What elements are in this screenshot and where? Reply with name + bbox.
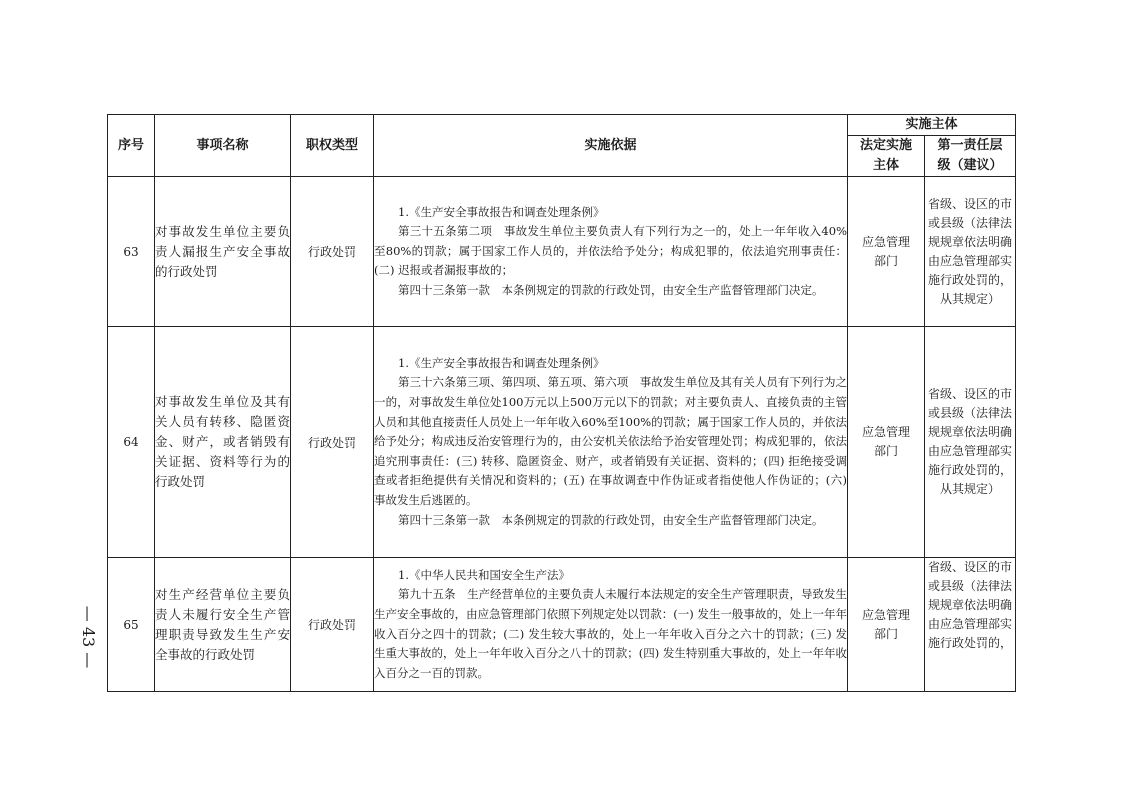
header-type: 职权类型: [291, 115, 374, 177]
table-row: [108, 558, 1016, 692]
header-name: 事项名称: [155, 115, 291, 177]
basis-paragraph: 第四十三条第一款 本条例规定的罚款的行政处罚，由安全生产监督管理部门决定。: [398, 282, 824, 297]
matter-name: 对事故发生单位主要负责人漏报生产安全事故的行政处罚: [155, 177, 291, 327]
header-first-level: [925, 136, 1016, 177]
legal-basis: [374, 327, 848, 558]
table-row: [108, 327, 1016, 558]
basis-paragraph: 1.《中华人民共和国安全生产法》: [398, 567, 570, 582]
row-number: 64: [108, 327, 155, 558]
power-type: 行政处罚: [291, 177, 374, 327]
header-basis: 实施依据: [374, 115, 848, 177]
responsibility-level: 省级、设区的市或县级（法律法规规章依法明确由应急管理部实施行政处罚的，: [925, 558, 1016, 692]
basis-paragraph: 第三十五条第二项 事故发生单位主要负责人有下列行为之一的，处上一年年收入40%至80%的罚款；属于国家工作人员的，并依法给予处分；构成犯罪的，依法追究刑事责任：(二) 迟报或者漏报事故的；: [374, 224, 847, 278]
header-no: 序号: [108, 115, 155, 177]
implementing-subject: [848, 327, 925, 558]
matter-name: 对事故发生单位及其有关人员有转移、隐匿资金、财产，或者销毁有关证据、资料等行为的行政处罚: [155, 327, 291, 558]
matter-name: 对生产经营单位主要负责人未履行安全生产管理职责导致发生生产安全事故的行政处罚: [155, 558, 291, 692]
matters-table: [107, 114, 1016, 692]
implementing-subject: [848, 558, 925, 692]
power-type: 行政处罚: [291, 327, 374, 558]
header-subject: 实施主体: [848, 115, 1016, 136]
row-number: 65: [108, 558, 155, 692]
row-number: 63: [108, 177, 155, 327]
implementing-subject-text: 应急管理部门: [861, 425, 910, 458]
responsibility-level: 省级、设区的市或县级（法律法规规章依法明确由应急管理部实施行政处罚的，从其规定）: [925, 177, 1016, 327]
basis-paragraph: 第九十五条 生产经营单位的主要负责人未履行本法规定的安全生产管理职责，导致发生生产安全事故的，由应急管理部门依照下列规定处以罚款：(一) 发生一般事故的，处上一年年收入百分之四十的罚款；(二) 发生较大事故的，处上一年年收入百分之六十的罚款；(三) 发生重大事故的，处上一年年收入百分之八十的罚款；(四) 发生特别重大事故的，处上一年年收入百分之一百的罚款。: [374, 587, 847, 680]
page-number: — 43 —: [79, 605, 99, 669]
responsibility-level: 省级、设区的市或县级（法律法规规章依法明确由应急管理部实施行政处罚的，从其规定）: [925, 327, 1016, 558]
header-first-level-text: 第一责任层级（建议）: [937, 138, 1003, 173]
legal-basis: [374, 558, 848, 692]
implementing-subject: [848, 177, 925, 327]
table-row: [108, 177, 1016, 327]
header-legal-subject-text: 法定实施主体: [859, 138, 912, 173]
implementing-subject-text: 应急管理部门: [861, 607, 910, 641]
basis-paragraph: 第四十三条第一款 本条例规定的罚款的行政处罚，由安全生产监督管理部门决定。: [398, 512, 824, 527]
basis-paragraph: 1.《生产安全事故报告和调查处理条例》: [398, 355, 605, 370]
implementing-subject-text: 应急管理部门: [861, 234, 910, 268]
power-type: 行政处罚: [291, 558, 374, 692]
legal-basis: [374, 177, 848, 327]
basis-paragraph: 第三十六条第三项、第四项、第五项、第六项 事故发生单位及其有关人员有下列行为之一的，对事故发生单位处100万元以上500万元以下的罚款；对主要负责人、直接负责的主管人员和其他直接责任人员处上一年年收入60%至100%的罚款；属于国家工作人员的，并依法给予处分；构成违反治安管理行为的，由公安机关依法给予治安管理处罚；构成犯罪的，依法追究刑事责任：(三) 转移、隐匿资金、财产，或者销毁有关证据、资料的；(四) 拒绝接受调查或者拒绝提供有关情况和资料的；(五) 在事故调查中作伪证或者指使他人作伪证的；(六) 事故发生后逃匿的。: [374, 375, 847, 507]
header-legal-subject: [848, 136, 925, 177]
basis-paragraph: 1.《生产安全事故报告和调查处理条例》: [398, 204, 605, 219]
